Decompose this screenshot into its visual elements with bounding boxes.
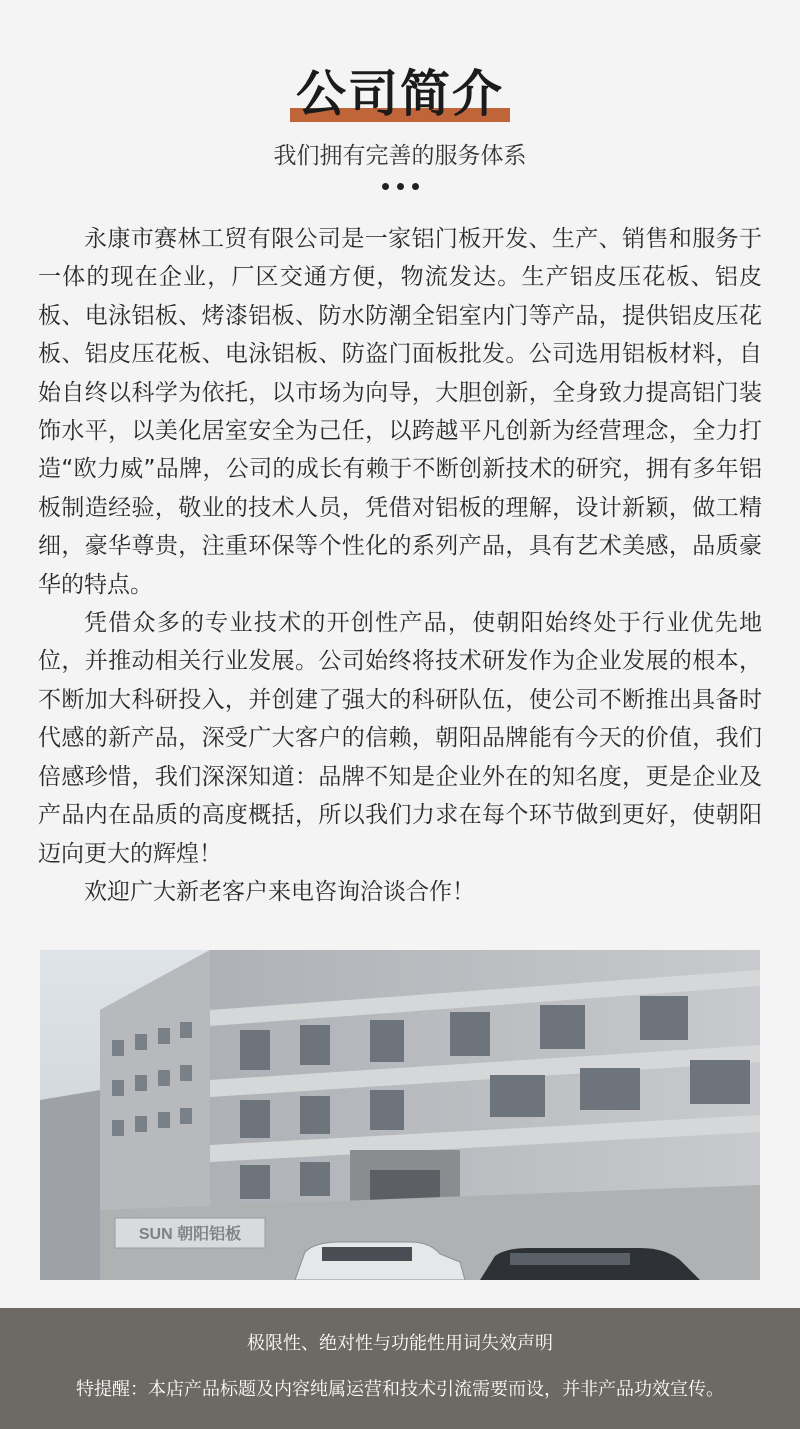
company-building-photo	[40, 950, 760, 1280]
company-intro-text	[38, 220, 762, 911]
disclaimer-title: 极限性、绝对性与功能性用词失效声明	[247, 1333, 553, 1354]
page-subtitle: 我们拥有完善的服务体系	[273, 143, 527, 169]
disclaimer-note: 特提醒：本店产品标题及内容纯属运营和技术引流需要而设，并非产品功效宣传。	[76, 1379, 724, 1400]
dot-icon	[397, 183, 404, 190]
intro-paragraph-1: 永康市赛林工贸有限公司是一家铝门板开发、生产、销售和服务于一体的现在企业，厂区交通方便，物流发达。生产铝皮压花板、铝皮板、电泳铝板、烤漆铝板、防水防潮全铝室内门等产品，提供铝皮压花板、铝皮压花板、电泳铝板、防盗门面板批发。公司选用铝板材料，自始自终以科学为依托，以市场为向导，大胆创新，全身致力提高铝门装饰水平，以美化居室安全为己任，以跨越平凡创新为经营理念，全力打造“欧力威”品牌，公司的成长有赖于不断创新技术的研究，拥有多年铝板制造经验，敬业的技术人员，凭借对铝板的理解，设计新颖，做工精细，豪华尊贵，注重环保等个性化的系列产品，具有艺术美感，品质豪华的特点。	[38, 226, 762, 598]
page-title: 公司简介	[296, 65, 504, 123]
building-sign-text: SUN 朝阳铝板	[138, 1226, 242, 1243]
building-illustration	[40, 950, 760, 1280]
dot-icon	[412, 183, 419, 190]
ellipsis-dots	[0, 183, 800, 190]
intro-paragraph-2: 凭借众多的专业技术的开创性产品，使朝阳始终处于行业优先地位，并推动相关行业发展。公司始终将技术研发作为企业发展的根本，不断加大科研投入，并创建了强大的科研队伍，使公司不断推出具备时代感的新产品，深受广大客户的信赖，朝阳品牌能有今天的价值，我们倍感珍惜，我们深深知道：品牌不知是企业外在的知名度，更是企业及产品内在品质的高度概括，所以我们力求在每个环节做到更好，使朝阳迈向更大的辉煌！	[38, 610, 762, 867]
dot-icon	[382, 183, 389, 190]
page-title-block	[0, 62, 800, 126]
page-title-wrapper	[296, 62, 504, 126]
disclaimer-footer	[0, 1308, 800, 1429]
intro-paragraph-3: 欢迎广大新老客户来电咨询洽谈合作！	[84, 878, 475, 905]
